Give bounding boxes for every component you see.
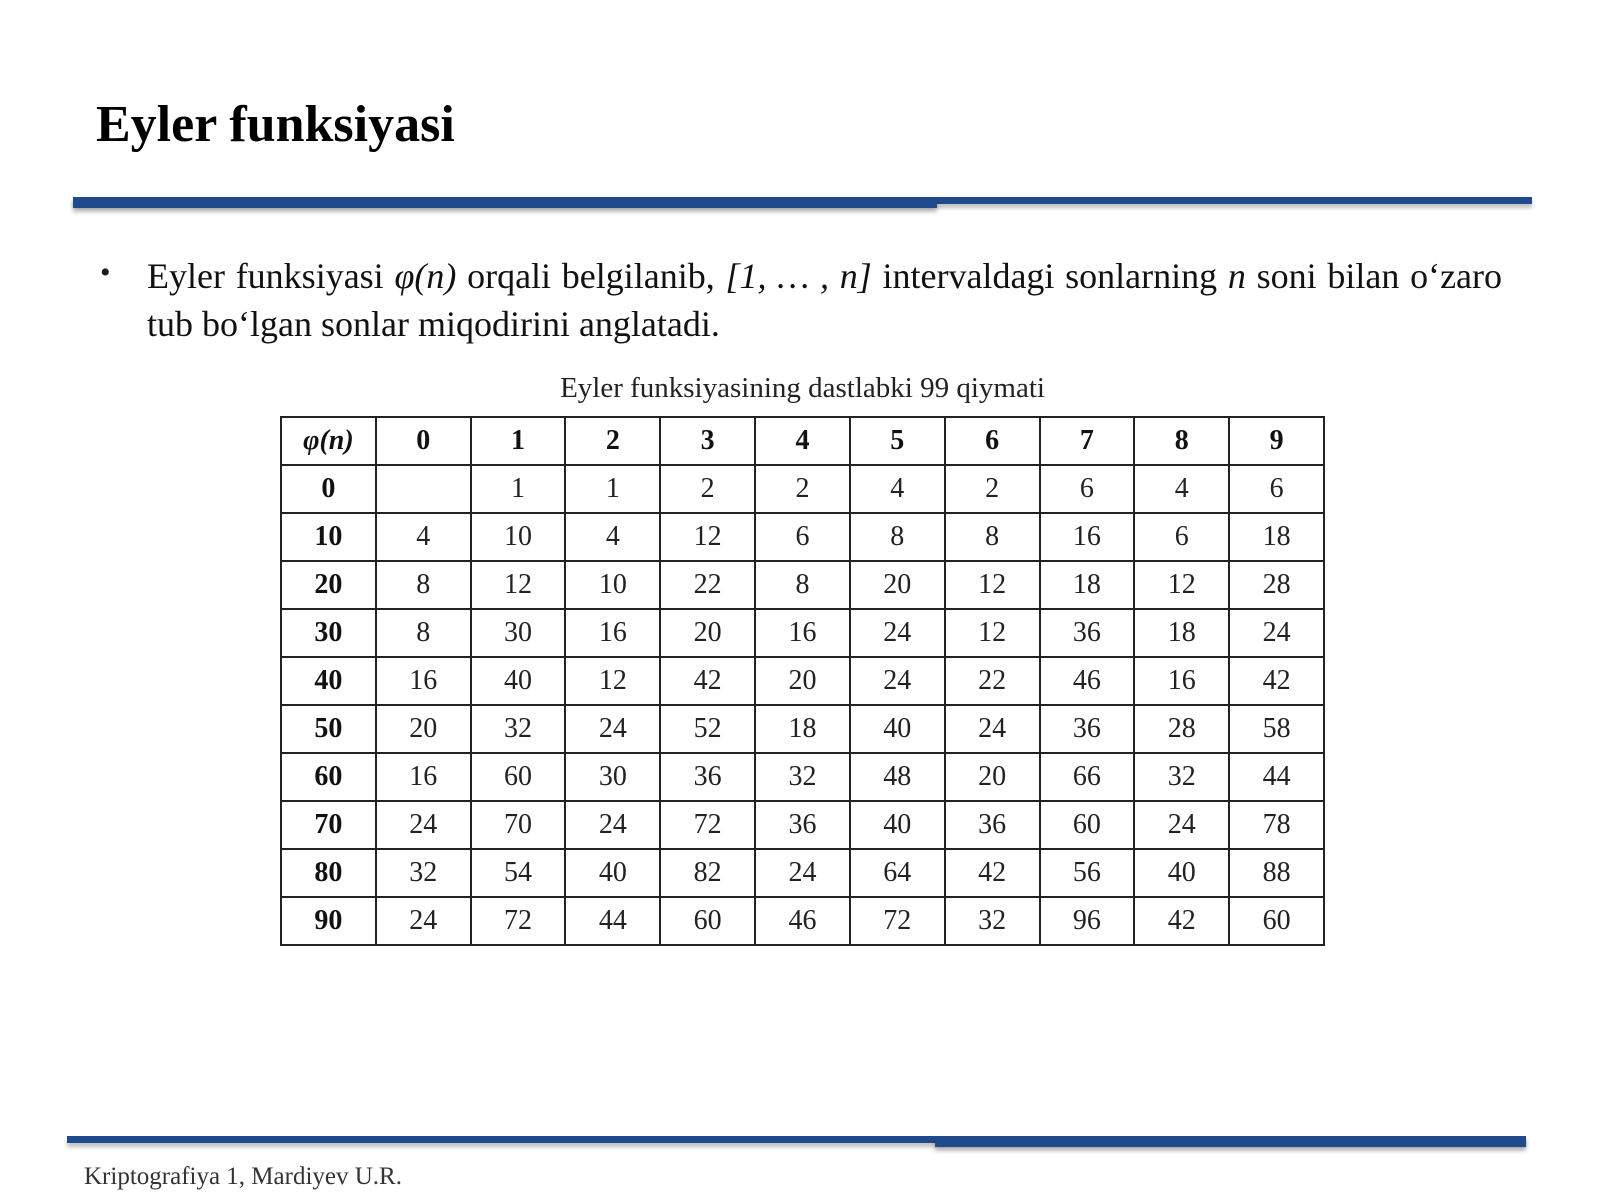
table-cell: 72 <box>850 897 945 945</box>
table-cell: 46 <box>1040 657 1135 705</box>
table-cell: 32 <box>1134 753 1229 801</box>
table-cell: 56 <box>1040 849 1135 897</box>
table-cell: 22 <box>660 561 755 609</box>
table-cell: 24 <box>1134 801 1229 849</box>
table-cell: 60 <box>471 753 566 801</box>
table-cell: 16 <box>1040 513 1135 561</box>
table-cell: 6 <box>755 513 850 561</box>
table-cell: 44 <box>1229 753 1324 801</box>
table-cell: 70 <box>471 801 566 849</box>
table-cell: 24 <box>376 801 471 849</box>
table-column-header: 9 <box>1229 417 1324 465</box>
table-cell: 96 <box>1040 897 1135 945</box>
table-row-header: 60 <box>281 753 376 801</box>
table-cell: 20 <box>376 705 471 753</box>
table-row <box>281 513 1324 561</box>
table-cell: 24 <box>565 705 660 753</box>
phi-n-formula: φ(n) <box>394 256 457 296</box>
table-row <box>281 609 1324 657</box>
table-cell: 32 <box>376 849 471 897</box>
table-cell: 40 <box>850 801 945 849</box>
table-cell: 54 <box>471 849 566 897</box>
bullet-text-part: intervaldagi sonlarning <box>871 256 1228 296</box>
table-row-header: 50 <box>281 705 376 753</box>
table-cell: 24 <box>565 801 660 849</box>
table-cell: 10 <box>565 561 660 609</box>
table-cell: 24 <box>376 897 471 945</box>
table-cell: 8 <box>945 513 1040 561</box>
table-cell: 12 <box>565 657 660 705</box>
n-variable: n <box>1227 256 1246 296</box>
table-cell: 72 <box>660 801 755 849</box>
table-row <box>281 465 1324 513</box>
table-row-header: 90 <box>281 897 376 945</box>
table-cell: 24 <box>850 657 945 705</box>
table-row <box>281 897 1324 945</box>
table-cell: 16 <box>376 753 471 801</box>
table-cell: 2 <box>755 465 850 513</box>
table-cell: 42 <box>1229 657 1324 705</box>
table-cell: 22 <box>945 657 1040 705</box>
table-cell: 4 <box>1134 465 1229 513</box>
table-cell: 30 <box>565 753 660 801</box>
table-row-header: 30 <box>281 609 376 657</box>
table-column-header: 2 <box>565 417 660 465</box>
table-cell: 60 <box>1229 897 1324 945</box>
table-cell: 18 <box>1134 609 1229 657</box>
table-cell <box>376 465 471 513</box>
table-cell: 36 <box>1040 705 1135 753</box>
table-cell: 88 <box>1229 849 1324 897</box>
table-cell: 28 <box>1229 561 1324 609</box>
table-cell: 36 <box>945 801 1040 849</box>
table-cell: 2 <box>660 465 755 513</box>
table-cell: 1 <box>565 465 660 513</box>
table-column-header: 4 <box>755 417 850 465</box>
table-row <box>281 705 1324 753</box>
table-cell: 20 <box>660 609 755 657</box>
table-row <box>281 753 1324 801</box>
table-row-header: 0 <box>281 465 376 513</box>
table-cell: 40 <box>850 705 945 753</box>
table-cell: 60 <box>1040 801 1135 849</box>
table-cell: 44 <box>565 897 660 945</box>
table-header-row <box>281 417 1324 465</box>
table-cell: 16 <box>755 609 850 657</box>
table-cell: 4 <box>850 465 945 513</box>
table-cell: 78 <box>1229 801 1324 849</box>
table-cell: 42 <box>1134 897 1229 945</box>
table-cell: 16 <box>1134 657 1229 705</box>
table-cell: 42 <box>660 657 755 705</box>
table-row-header: 70 <box>281 801 376 849</box>
table-cell: 10 <box>471 513 566 561</box>
table-row-header: 20 <box>281 561 376 609</box>
table-cell: 24 <box>755 849 850 897</box>
table-row-header: 40 <box>281 657 376 705</box>
table-cell: 48 <box>850 753 945 801</box>
bullet-text-part: Eyler funksiyasi <box>147 256 395 296</box>
table-cell: 20 <box>755 657 850 705</box>
slide-title: Eyler funksiyasi <box>96 96 455 153</box>
table-caption: Eyler funksiyasining dastlabki 99 qiymati <box>560 372 1045 404</box>
table-cell: 16 <box>565 609 660 657</box>
table-cell: 46 <box>755 897 850 945</box>
footer-text: Kriptografiya 1, Mardiyev U.R. <box>84 1163 402 1190</box>
table-cell: 32 <box>755 753 850 801</box>
table-column-header: 1 <box>471 417 566 465</box>
table-cell: 12 <box>945 609 1040 657</box>
table-cell: 36 <box>755 801 850 849</box>
table-cell: 12 <box>660 513 755 561</box>
footer-divider <box>67 1136 1526 1152</box>
table-cell: 72 <box>471 897 566 945</box>
table-cell: 1 <box>471 465 566 513</box>
table-cell: 4 <box>376 513 471 561</box>
table-cell: 60 <box>660 897 755 945</box>
table-cell: 40 <box>1134 849 1229 897</box>
bullet-text-part: orqali belgilanib, <box>456 256 726 296</box>
table-cell: 64 <box>850 849 945 897</box>
euler-phi-table <box>280 416 1325 946</box>
table-row <box>281 849 1324 897</box>
table-row <box>281 801 1324 849</box>
table-cell: 6 <box>1040 465 1135 513</box>
footer-divider-thick <box>935 1136 1526 1147</box>
table-cell: 8 <box>850 513 945 561</box>
table-row-header: 80 <box>281 849 376 897</box>
interval-formula: [1, … , n] <box>725 256 872 296</box>
table-cell: 16 <box>376 657 471 705</box>
table-cell: 58 <box>1229 705 1324 753</box>
table-column-header: 8 <box>1134 417 1229 465</box>
table-cell: 8 <box>755 561 850 609</box>
bullet-paragraph <box>147 252 1502 348</box>
table-cell: 2 <box>945 465 1040 513</box>
table-cell: 8 <box>376 561 471 609</box>
table-cell: 12 <box>1134 561 1229 609</box>
table-column-header: 3 <box>660 417 755 465</box>
table-cell: 24 <box>1229 609 1324 657</box>
table-cell: 20 <box>945 753 1040 801</box>
table-cell: 36 <box>660 753 755 801</box>
table-row <box>281 657 1324 705</box>
table-corner-label: φ(n) <box>281 417 376 465</box>
table-cell: 24 <box>850 609 945 657</box>
table-cell: 20 <box>850 561 945 609</box>
table-cell: 40 <box>565 849 660 897</box>
table-cell: 12 <box>945 561 1040 609</box>
table-row <box>281 561 1324 609</box>
table-column-header: 5 <box>850 417 945 465</box>
table-cell: 66 <box>1040 753 1135 801</box>
table-cell: 42 <box>945 849 1040 897</box>
table-cell: 18 <box>1229 513 1324 561</box>
bullet-text-part: soni bilan o‘zaro tub bo‘lgan sonlar miqodirini anglatadi. <box>147 256 1503 344</box>
table-cell: 36 <box>1040 609 1135 657</box>
bullet-marker: • <box>100 256 111 289</box>
title-divider <box>73 197 1532 213</box>
table-cell: 32 <box>471 705 566 753</box>
table-column-header: 0 <box>376 417 471 465</box>
table-column-header: 7 <box>1040 417 1135 465</box>
table-cell: 18 <box>1040 561 1135 609</box>
table-cell: 30 <box>471 609 566 657</box>
table-column-header: 6 <box>945 417 1040 465</box>
table-cell: 8 <box>376 609 471 657</box>
table-cell: 6 <box>1229 465 1324 513</box>
table-cell: 52 <box>660 705 755 753</box>
table-cell: 24 <box>945 705 1040 753</box>
table-cell: 32 <box>945 897 1040 945</box>
table-cell: 6 <box>1134 513 1229 561</box>
title-divider-thick <box>73 197 937 208</box>
table-cell: 40 <box>471 657 566 705</box>
table-cell: 28 <box>1134 705 1229 753</box>
table-cell: 4 <box>565 513 660 561</box>
table-cell: 82 <box>660 849 755 897</box>
table-row-header: 10 <box>281 513 376 561</box>
table-cell: 18 <box>755 705 850 753</box>
table-cell: 12 <box>471 561 566 609</box>
